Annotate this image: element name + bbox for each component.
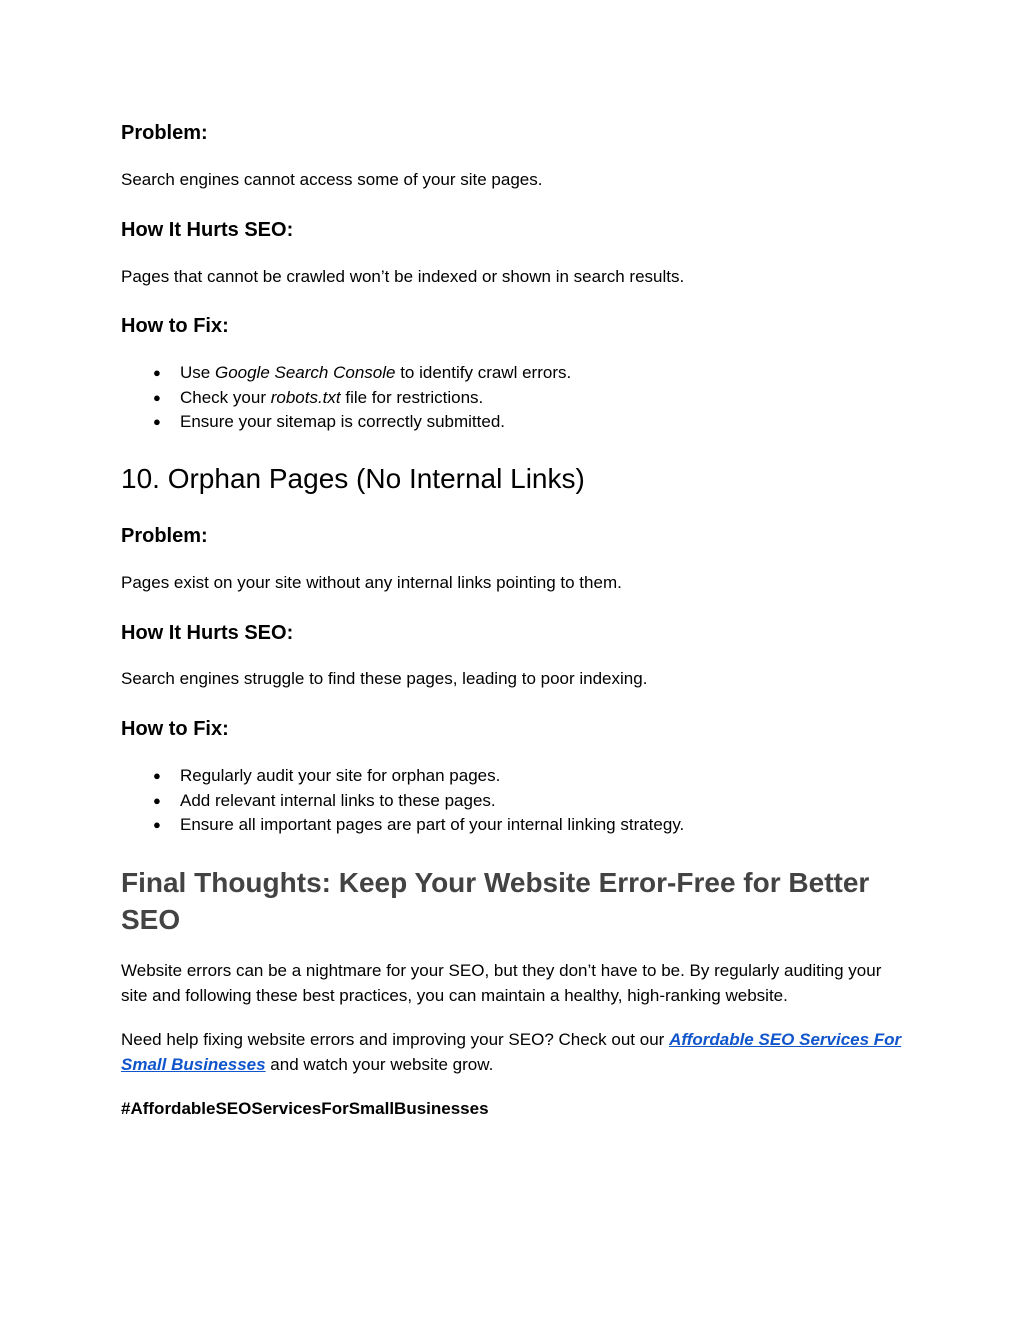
emphasis: Google Search Console <box>214 363 396 382</box>
fix-list <box>121 764 684 838</box>
hashtag: #AffordableSEOServicesForSmallBusinesses <box>121 1099 489 1118</box>
fix-list <box>121 361 571 435</box>
list-item: ● Add relevant internal links to these pages. <box>121 789 684 814</box>
list-item: ● Use Google Search Console to identify crawl errors. <box>121 361 571 386</box>
hurts-seo-text: Pages that cannot be crawled won’t be indexed or shown in search results. <box>121 267 685 286</box>
section-title-orphan-pages: 10. Orphan Pages (No Internal Links) <box>121 463 585 494</box>
list-item: ● Regularly audit your site for orphan pages. <box>121 764 684 789</box>
problem-text: Search engines cannot access some of your site pages. <box>121 170 543 189</box>
problem-heading: Problem: <box>121 122 208 144</box>
hurts-seo-heading: How It Hurts SEO: <box>121 622 294 644</box>
list-item: ● Ensure all important pages are part of your internal linking strategy. <box>121 813 684 838</box>
how-to-fix-heading: How to Fix: <box>121 718 229 740</box>
affordable-seo-services-link[interactable]: Affordable SEO Services For Small Businesses <box>121 1030 902 1074</box>
final-paragraph: Website errors can be a nightmare for your SEO, but they don’t have to be. By regularly auditing your site and following these best practices, you can maintain a healthy, high-ranking website. <box>121 961 882 1005</box>
hurts-seo-text: Search engines struggle to find these pages, leading to poor indexing. <box>121 669 648 688</box>
how-to-fix-heading: How to Fix: <box>121 315 229 337</box>
problem-heading: Problem: <box>121 525 208 547</box>
problem-text: Pages exist on your site without any internal links pointing to them. <box>121 573 622 592</box>
hurts-seo-heading: How It Hurts SEO: <box>121 219 294 241</box>
list-item: ● Ensure your sitemap is correctly submitted. <box>121 410 571 435</box>
cta-paragraph: Need help fixing website errors and improving your SEO? Check out our Affordable SEO Services For Small Businesses and watch your website grow. <box>121 1030 902 1074</box>
final-thoughts-title: Final Thoughts: Keep Your Website Error-Free for Better SEO <box>121 867 870 935</box>
emphasis: robots.txt <box>270 387 341 407</box>
list-item: ● Check your robots.txt file for restrictions. <box>121 386 571 411</box>
